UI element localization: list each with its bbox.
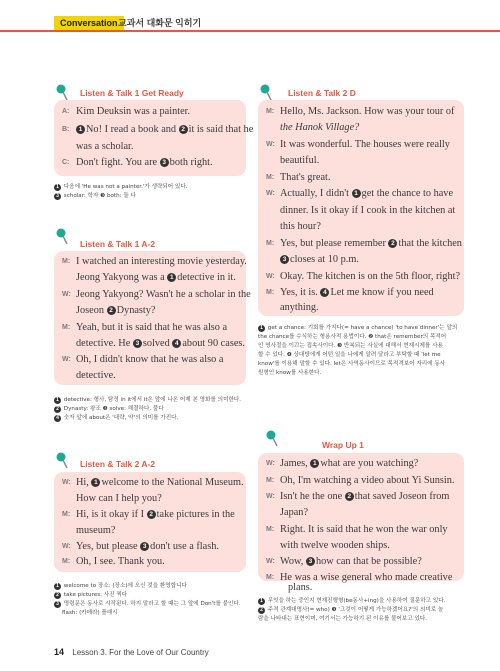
dialogue-line: M: Yes, it is. 4 Let me know if you need (266, 287, 434, 298)
dialogue-line: M: Hello, Ms. Jackson. How was your tour of (266, 106, 455, 117)
dialogue-line: was a scholar. (76, 141, 134, 152)
dialogue-line: W: Okay. The kitchen is on the 5th floor, right? (266, 271, 461, 282)
dialogue-card-a2 (54, 251, 251, 385)
dialogue-line: How can I help you? (76, 493, 162, 504)
page-footer (54, 647, 209, 658)
dialogue-card-talk2-d (258, 100, 464, 316)
note-line: 원형인 know를 사용한다. (258, 370, 322, 376)
section-tag: Conversation (54, 16, 124, 30)
card-title: Listen & Talk 2 D (288, 88, 356, 98)
note-line: 할 수 있다. ❹ 상대방에게 어떤 일을 나에게 알려 달라고 부탁할 때 'let me (258, 352, 441, 358)
note-line: 2 주격 관계대명사(= who) ❸ '그것이 어떻게 가능하겠어요?'의 의미로 놀 (258, 606, 443, 614)
dialogue-line: M: Right. It is said that he won the war only (266, 524, 448, 535)
dialogue-line: detective. (76, 370, 116, 381)
dialogue-line: W: Jeong Yakyong? Wasn't he a scholar in the (62, 289, 251, 300)
note-line: 인 명사절을 이끄는 접속사이다. ❸ 반복되는 사실에 대해서 현재시제를 사용 (258, 343, 443, 349)
note-line: 1 다음에 'He was not a painter.'가 생략되어 있다. (54, 183, 188, 191)
section-header (0, 16, 500, 30)
note-line: 3 명령문은 동사로 시작된다. 하지 말라고 할 때는 그 앞에 Don't를 붙인다. (54, 600, 241, 608)
note-line: 2 take pictures: 사진 찍다 (54, 591, 127, 599)
pushpin-icon (266, 430, 280, 448)
dialogue-line: with twelve wooden ships. (280, 540, 390, 551)
dialogue-line: M: Oh, I'm watching a video about Yi Sunsin. (266, 475, 455, 486)
dialogue-line: M: Yeah, but it is said that he was also a (62, 322, 228, 333)
section-title: 교과서 대화문 익히기 (118, 18, 202, 28)
pushpin-icon (56, 228, 70, 246)
note-line: 2 Dynasty: 왕조 ❸ solve: 해결하다, 풀다 (54, 405, 164, 413)
pushpin-icon (56, 452, 70, 470)
dialogue-line: Joseon 2 Dynasty? (76, 305, 156, 316)
note-line: flash: (카메라) 플래시 (62, 610, 118, 616)
note-line: know'를 이용해 말할 수 있다. let은 사역동사이므로 목적격보어 자리에 동사 (258, 361, 446, 367)
dialogue-line: W: James, 1 what are you watching? (266, 458, 419, 469)
note-line: 4 숫자 앞에 about은 '대략, 약'의 의미를 가진다. (54, 414, 178, 422)
dialogue-line: beautiful. (280, 155, 320, 166)
dialogue-card-talk2 (54, 472, 246, 572)
note-line: 1 detective: 형사, 탐정 in it에서 it은 앞에 나온 어제 본 영화를 의미한다. (54, 396, 241, 404)
dialogue-line: M: I watched an interesting movie yesterday. (62, 256, 247, 267)
dialogue-line: W: Actually, I didn't 1 get the chance to have (266, 188, 454, 199)
dialogue-line: C: Don't fight. You are 3 both right. (62, 157, 213, 168)
dialogue-card-wrap-up (258, 453, 464, 581)
note-line: the chance를 수식하는 형용사적 용법이다. ❷ that은 remember의 목적어 (258, 334, 447, 340)
note-line: 1 welcome to 장소: (장소)에 오신 것을 환영합니다 (54, 582, 187, 590)
note-line: 1 get a chance: 기회를 가지다(= have a chance) 'to have dinner'는 앞의 (258, 324, 457, 332)
dialogue-line: anything. (280, 302, 319, 313)
note-line: 람을 나타내는 표현이며, 여기서는 가능하기 된 이유를 물어보고 있다. (258, 616, 428, 622)
note-line: 3 scholar: 학자 ❸ both: 둘 다 (54, 192, 136, 200)
page-number: 14 (54, 647, 65, 657)
dialogue-line: Jeong Yakyong was a 1 detective in it. (76, 272, 236, 283)
dialogue-line: museum? (76, 525, 116, 536)
header-rule (0, 30, 500, 32)
lesson-title: Lesson 3. For the Love of Our Country (72, 648, 209, 657)
dialogue-line: plans. (288, 582, 313, 593)
dialogue-line: W: It was wonderful. The houses were really (266, 139, 450, 150)
dialogue-line: M: Yes, but please remember 2 that the kitchen (266, 238, 462, 249)
dialogue-line: Japan? (280, 507, 309, 518)
dialogue-line: detective. He 3 solved 4 about 90 cases. (76, 338, 245, 349)
dialogue-line: M: That's great. (266, 172, 331, 183)
card-title: Listen & Talk 1 A-2 (80, 239, 156, 249)
card-title: Listen & Talk 1 Get Ready (80, 88, 184, 98)
card-title: Listen & Talk 2 A-2 (80, 459, 156, 469)
dialogue-line: W: Wow, 3 how can that be possible? (266, 556, 422, 567)
note-line: 1 무엇을 하는 중인지 현재진행형(be동사+ing)을 사용하여 질문하고 있다. (258, 597, 445, 605)
dialogue-line: 3 closes at 10 p.m. (266, 254, 359, 265)
dialogue-line: M: He was a wise general who made creative (266, 572, 453, 583)
dialogue-line: W: Oh, I didn't know that he was also a (62, 354, 224, 365)
card-title: Wrap Up 1 (322, 440, 364, 450)
dialogue-line: M: Oh, I see. Thank you. (62, 556, 165, 567)
dialogue-line: A: Kim Deuksin was a painter. (62, 106, 191, 117)
dialogue-line: this hour? (280, 221, 321, 232)
dialogue-line: dinner. Is it okay if I cook in the kitchen at (280, 205, 456, 216)
dialogue-line: the Hanok Village? (280, 122, 360, 133)
dialogue-line: B: 1 No! I read a book and 2 it is said that he (62, 124, 254, 135)
dialogue-line: M: Hi, is it okay if I 2 take pictures in the (62, 509, 235, 520)
dialogue-line: W: Isn't he the one 2 that saved Joseon from (266, 491, 450, 502)
dialogue-card-get-ready (54, 100, 254, 176)
dialogue-line: W: Hi, 1 welcome to the National Museum. (62, 477, 244, 488)
dialogue-line: W: Yes, but please 3 don't use a flash. (62, 541, 219, 552)
